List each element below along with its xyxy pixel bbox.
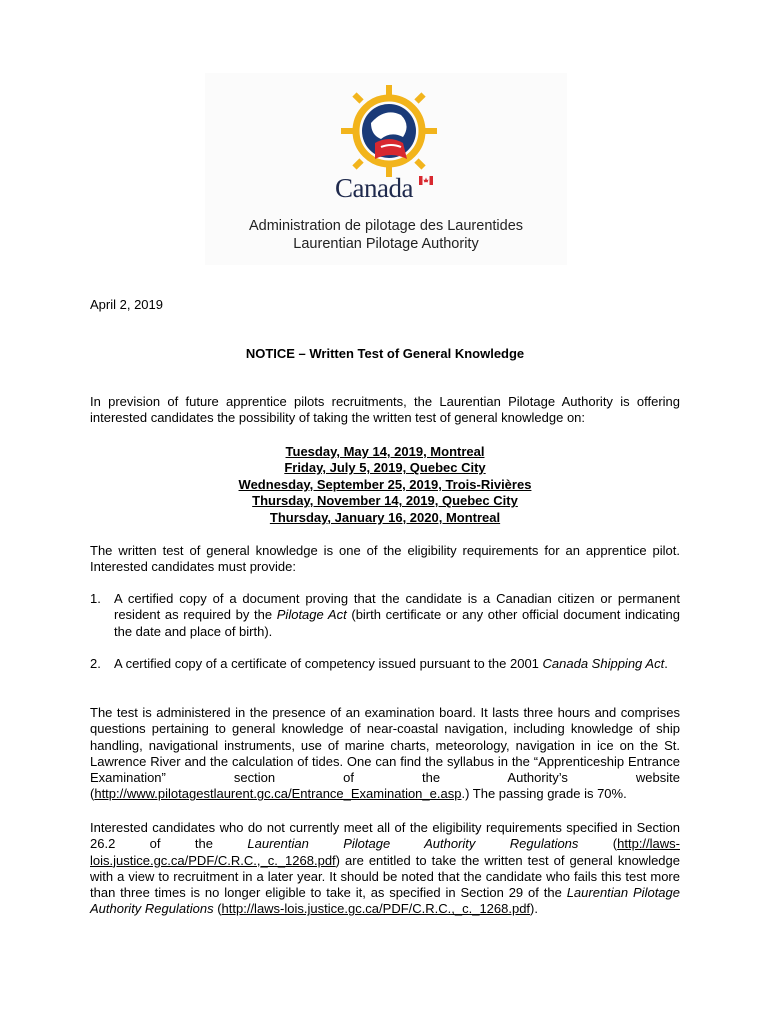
regulations-name: Laurentian Pilotage Authority Regulations (247, 836, 579, 852)
list-number: 1. (90, 591, 101, 606)
session-item: Friday, July 5, 2019, Quebec City (284, 460, 486, 476)
org-name-en: Laurentian Pilotage Authority (293, 236, 479, 252)
requirement-text: A certified copy of a document proving that the candidate is a Canadian citizen or permanent resident as required by the Pilotage Act (birth certificate or any other official document indicating the date and place of birth). (114, 591, 680, 639)
requirement-item-2 (90, 656, 680, 672)
list-number: 2. (90, 656, 101, 671)
regulations-name: Laurentian Pilotage Authority Regulations (90, 885, 680, 917)
regulations-link-1[interactable]: http://laws-lois.justice.gc.ca/PDF/C.R.C.,_c._1268.pdf (90, 836, 680, 868)
act-name: Pilotage Act (276, 607, 347, 623)
session-item: Wednesday, September 25, 2019, Trois-Rivières (238, 476, 532, 492)
requirement-item-1 (90, 591, 680, 640)
ship-wheel-emblem-icon (341, 85, 437, 177)
notice-title: NOTICE – Written Test of General Knowledge (245, 346, 525, 361)
regulations-link-2[interactable]: http://laws-lois.justice.gc.ca/PDF/C.R.C.,_c._1268.pdf (221, 901, 531, 917)
org-name-fr: Administration de pilotage des Laurentides (248, 218, 524, 234)
test-sessions-list (0, 444, 770, 526)
act-name: Canada Shipping Act (542, 656, 665, 671)
session-item: Thursday, November 14, 2019, Quebec City (252, 493, 518, 509)
requirements-intro: The written test of general knowledge is one of the eligibility requirements for an apprentice pilot. Interested candidates must provide: (90, 543, 680, 575)
canada-flag-icon (419, 176, 433, 185)
authority-website-link[interactable]: http://www.pilotagestlaurent.gc.ca/Entrance_Examination_e.asp (94, 786, 462, 802)
test-description-paragraph: The test is administered in the presence of an examination board. It lasts three hours and comprises questions pertaining to general knowledge of near-coastal navigation, including knowledge of ship handling, navigational instruments, use of marine charts, meteorology, navigation in ice on the St. Lawrence River and the calculation of tides. One can find the syllabus in the “Apprenticeship Entrance Examination” section of the Authority’s website (http://www.pilotagestlaurent.gc.ca/Entrance_Examination_e.asp.) The passing grade is 70%. (90, 705, 680, 802)
eligibility-paragraph: Interested candidates who do not currently meet all of the eligibility requirements specified in Section 26.2 of the Laurentian Pilotage Authority Regulations (http://laws-lois.justice.gc.ca/PDF/C.R.C.,_c._1268.pdf) are entitled to take the written test of general knowledge with a view to recruitment in a later year. It should be noted that the candidate who fails this test more than three times is no longer eligible to take it, as specified in Section 29 of the Laurentian Pilotage Authority Regulations (http://laws-lois.justice.gc.ca/PDF/C.R.C.,_c._1268.pdf). (90, 820, 680, 917)
letter-date: April 2, 2019 (90, 297, 163, 312)
requirement-text: A certified copy of a certificate of competency issued pursuant to the 2001 Canada Shipping Act. (114, 656, 668, 671)
canada-wordmark: Canada (335, 173, 413, 203)
intro-paragraph: In prevision of future apprentice pilots recruitments, the Laurentian Pilotage Authority is offering interested candidates the possibility of taking the written test of general knowledge on: (90, 394, 680, 426)
authority-logo (205, 73, 567, 265)
session-item: Thursday, January 16, 2020, Montreal (269, 509, 501, 525)
session-item: Tuesday, May 14, 2019, Montreal (285, 444, 485, 459)
